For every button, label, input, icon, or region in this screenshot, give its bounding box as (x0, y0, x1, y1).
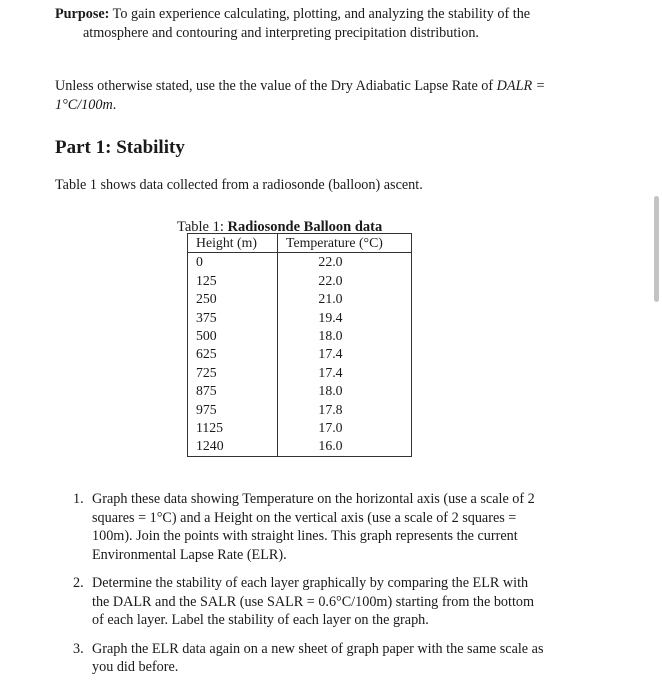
task-item (73, 574, 547, 630)
purpose-paragraph (55, 5, 547, 42)
purpose-text: To gain experience calculating, plotting, and analyzing the stability of the atmosphere and contouring and interpreting precipitation distribution. (83, 6, 531, 41)
dalr-prefix: Unless otherwise stated, use the the value of the Dry Adiabatic Lapse Rate of (55, 78, 497, 94)
cell-temperature: 19.4 (318, 309, 343, 325)
task-text: Graph the ELR data again on a new sheet of graph paper with the same scale as you did before. (92, 640, 544, 675)
vertical-scrollbar[interactable] (654, 196, 659, 302)
column-header-height: Height (m) (188, 234, 278, 253)
table-row (188, 327, 412, 345)
section-title-part1: Part 1: Stability (55, 137, 185, 158)
cell-height: 975 (188, 401, 278, 419)
cell-temperature: 22.0 (318, 254, 343, 270)
table-row (188, 419, 412, 437)
table-row (188, 345, 412, 363)
cell-height: 125 (188, 272, 278, 290)
table-caption-title: Radiosonde Balloon data (227, 219, 383, 235)
cell-height: 1125 (188, 419, 278, 437)
part1-intro: Table 1 shows data collected from a radiosonde (balloon) ascent. (55, 177, 423, 193)
cell-height: 375 (188, 309, 278, 327)
table-row (188, 401, 412, 419)
dalr-suffix: . (112, 96, 117, 113)
cell-temperature: 16.0 (318, 438, 343, 454)
table-caption-label: Table 1: (177, 219, 224, 235)
column-header-temperature: Temperature (°C) (278, 234, 412, 253)
radiosonde-table (187, 233, 412, 457)
table-row (188, 272, 412, 290)
cell-temperature: 18.0 (318, 383, 343, 399)
task-number: 3. (73, 640, 84, 657)
cell-height: 625 (188, 345, 278, 363)
cell-temperature: 21.0 (318, 291, 343, 307)
table-row (188, 364, 412, 382)
cell-height: 250 (188, 290, 278, 308)
task-text: Determine the stability of each layer graphically by comparing the ELR with the DALR and the SALR (use SALR = 0.6°C/100m) starting from the bottom of each layer. Label the stability of each layer on the graph. (92, 575, 535, 628)
cell-temperature: 18.0 (318, 328, 343, 344)
task-item (73, 490, 547, 564)
dalr-formula: DALR = 1°C/100m (55, 78, 546, 113)
table-header-row (188, 234, 412, 253)
dalr-paragraph (55, 77, 547, 114)
task-item (73, 640, 547, 677)
cell-height: 725 (188, 364, 278, 382)
table-row (188, 309, 412, 327)
cell-height: 500 (188, 327, 278, 345)
cell-temperature: 17.4 (318, 364, 343, 380)
table-row (188, 382, 412, 400)
cell-temperature: 17.8 (318, 401, 343, 417)
purpose-label: Purpose: (55, 6, 110, 22)
task-list (73, 490, 547, 687)
cell-height: 0 (188, 253, 278, 272)
cell-temperature: 22.0 (318, 272, 343, 288)
table-row (188, 290, 412, 308)
cell-height: 1240 (188, 437, 278, 456)
task-text: Graph these data showing Temperature on the horizontal axis (use a scale of 2 squares = 1°C) and a Height on the vertical axis (use a scale of 2 squares = 100m). Join the points with straight lines. This graph represents the current Environmental Lapse Rate (ELR). (92, 491, 535, 563)
task-number: 1. (73, 491, 84, 507)
cell-temperature: 17.0 (318, 420, 343, 436)
cell-temperature: 17.4 (318, 346, 343, 362)
table-row (188, 253, 412, 272)
table-row (188, 437, 412, 456)
cell-height: 875 (188, 382, 278, 400)
task-number: 2. (73, 575, 84, 591)
